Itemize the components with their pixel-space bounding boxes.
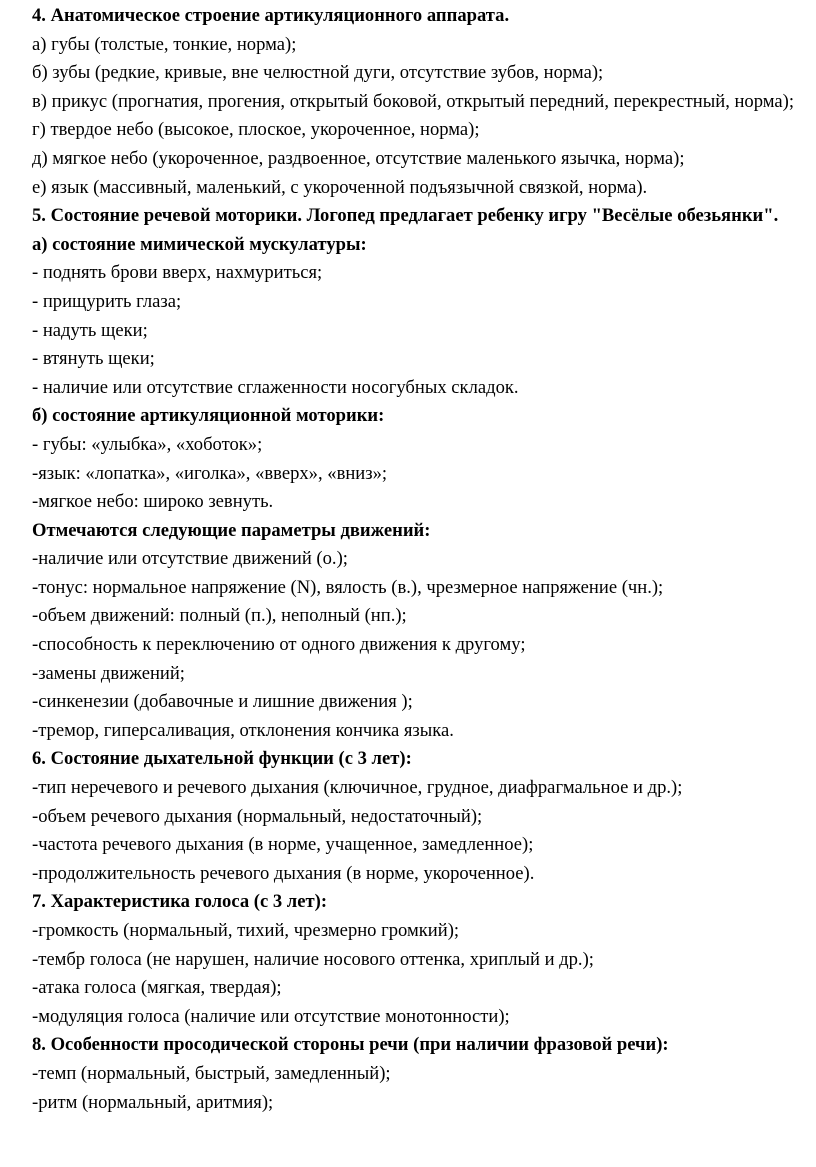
list-item: -язык: «лопатка», «иголка», «вверх», «вниз»; bbox=[32, 462, 388, 484]
list-item: -модуляция голоса (наличие или отсутствие монотонности); bbox=[32, 1005, 510, 1027]
list-item: е) язык (массивный, маленький, с укороченной подъязычной связкой, норма). bbox=[32, 176, 648, 198]
list-item: -частота речевого дыхания (в норме, учащенное, замедленное); bbox=[32, 834, 534, 856]
list-item: - втянуть щеки; bbox=[32, 348, 155, 370]
section-heading: 6. Состояние дыхательной функции (с 3 лет): bbox=[32, 748, 412, 770]
list-item: -тонус: нормальное напряжение (N), вялость (в.), чрезмерное напряжение (чн.); bbox=[32, 576, 664, 598]
list-item: -мягкое небо: широко зевнуть. bbox=[32, 491, 274, 513]
list-item: -тип неречевого и речевого дыхания (ключичное, грудное, диафрагмальное и др.); bbox=[32, 777, 683, 799]
list-item: -громкость (нормальный, тихий, чрезмерно громкий); bbox=[32, 920, 460, 941]
subsection-heading: Отмечаются следующие параметры движений: bbox=[32, 519, 431, 541]
list-item: а) губы (толстые, тонкие, норма); bbox=[32, 33, 297, 55]
list-item: -атака голоса (мягкая, твердая); bbox=[32, 977, 282, 999]
list-item: -ритм (нормальный, аритмия); bbox=[32, 1091, 274, 1113]
list-item: - наличие или отсутствие сглаженности носогубных складок. bbox=[32, 376, 519, 398]
list-item: г) твердое небо (высокое, плоское, укороченное, норма); bbox=[32, 119, 480, 141]
list-item: -продолжительность речевого дыхания (в норме, укороченное). bbox=[32, 862, 535, 884]
list-item: -синкенезии (добавочные и лишние движения ); bbox=[32, 691, 413, 713]
list-item: -тремор, гиперсаливация, отклонения кончика языка. bbox=[32, 719, 454, 741]
section-heading: 4. Анатомическое строение артикуляционного аппарата. bbox=[32, 5, 510, 26]
list-item: - поднять брови вверх, нахмуриться; bbox=[32, 262, 323, 284]
list-item: - губы: «улыбка», «хоботок»; bbox=[32, 433, 263, 455]
list-item: -темп (нормальный, быстрый, замедленный); bbox=[32, 1062, 391, 1084]
subsection-heading: б) состояние артикуляционной моторики: bbox=[32, 405, 385, 427]
list-item: д) мягкое небо (укороченное, раздвоенное, отсутствие маленького язычка, норма); bbox=[32, 147, 685, 169]
list-item: -способность к переключению от одного движения к другому; bbox=[32, 634, 526, 656]
list-item: - надуть щеки; bbox=[32, 319, 148, 341]
section-heading: 7. Характеристика голоса (с 3 лет): bbox=[32, 891, 328, 913]
list-item: в) прикус (прогнатия, прогения, открытый боковой, открытый передний, перекрестный, норма); bbox=[32, 90, 794, 112]
subsection-heading: а) состояние мимической мускулатуры: bbox=[32, 233, 367, 255]
section-heading: 8. Особенности просодической стороны речи (при наличии фразовой речи): bbox=[32, 1034, 669, 1056]
list-item: б) зубы (редкие, кривые, вне челюстной дуги, отсутствие зубов, норма); bbox=[32, 62, 604, 84]
list-item: -тембр голоса (не нарушен, наличие носового оттенка, хриплый и др.); bbox=[32, 948, 594, 970]
list-item: -объем движений: полный (п.), неполный (нп.); bbox=[32, 605, 407, 627]
list-item: -замены движений; bbox=[32, 662, 185, 684]
list-item: - прищурить глаза; bbox=[32, 290, 182, 312]
list-item: -объем речевого дыхания (нормальный, недостаточный); bbox=[32, 805, 483, 827]
list-item: -наличие или отсутствие движений (о.); bbox=[32, 548, 348, 570]
section-heading: 5. Состояние речевой моторики. Логопед предлагает ребенку игру "Весёлые обезьянки". bbox=[32, 205, 779, 227]
